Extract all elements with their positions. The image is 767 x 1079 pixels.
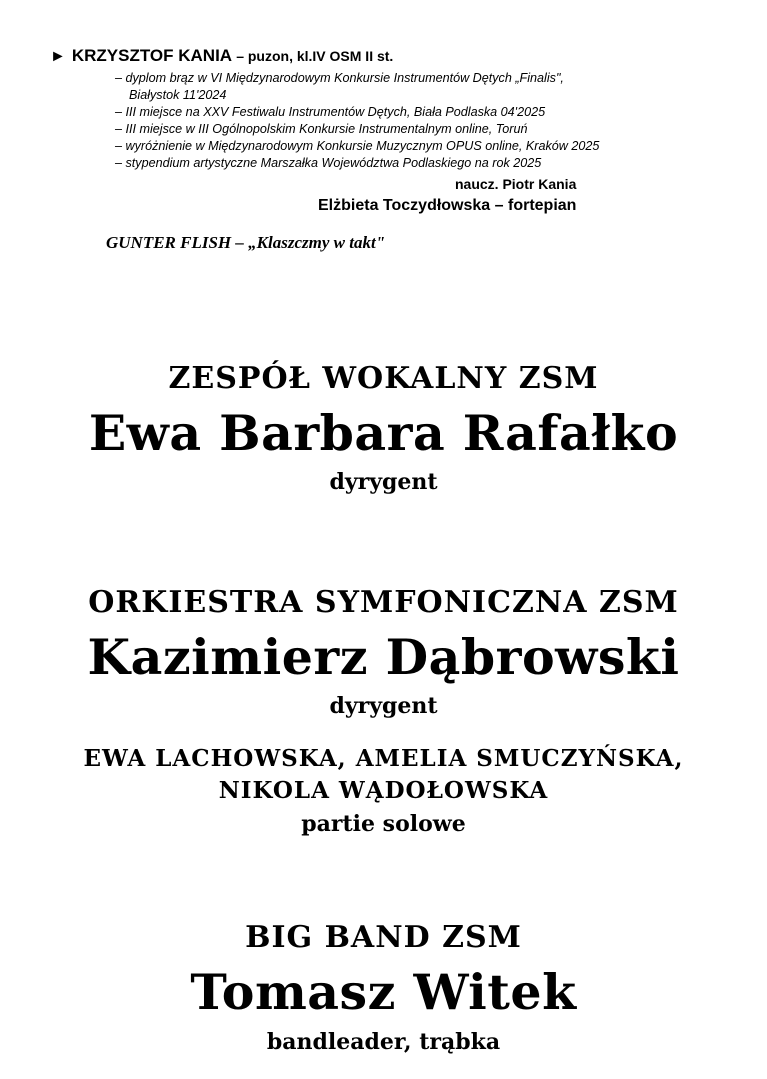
ensemble-name: ORKIESTRA SYMFONICZNA ZSM <box>88 585 679 620</box>
achievement-item: – wyróżnienie w Międzynarodowym Konkursie Muzycznym OPUS online, Kraków 2025 <box>115 139 600 153</box>
piece-title: GUNTER FLISH – „Klaszczmy w takt" <box>106 233 386 252</box>
teacher-name: naucz. Piotr Kania <box>455 176 577 192</box>
soloists-line: EWA LACHOWSKA, AMELIA SMUCZYŃSKA, <box>83 745 684 772</box>
bandleader-role: bandleader, trąbka <box>266 1029 501 1055</box>
performer-name: KRZYSZTOF KANIA <box>71 46 232 65</box>
bandleader-name: Tomasz Witek <box>190 963 577 1021</box>
bullet-arrow-icon: ► <box>50 48 66 65</box>
achievement-item: – dyplom brąz w VI Międzynarodowym Konkursie Instrumentów Dętych „Finalis", <box>115 71 564 85</box>
soloists-line: NIKOLA WĄDOŁOWSKA <box>218 777 549 804</box>
performer-heading <box>50 46 393 66</box>
conductor-name: Kazimierz Dąbrowski <box>87 628 680 686</box>
ensemble-name: ZESPÓŁ WOKALNY ZSM <box>168 361 599 396</box>
achievement-item: – III miejsce na XXV Festiwalu Instrumentów Dętych, Biała Podlaska 04'2025 <box>115 105 546 119</box>
achievement-item: – stypendium artystyczne Marszałka Województwa Podlaskiego na rok 2025 <box>115 156 542 170</box>
achievement-item: Białystok 11'2024 <box>129 88 227 102</box>
accompanist: Elżbieta Toczydłowska – fortepian <box>318 197 577 214</box>
conductor-role: dyrygent <box>329 693 438 719</box>
soloists-role: partie solowe <box>301 811 466 837</box>
performer-instrument-class: – puzon, kl.IV OSM II st. <box>236 48 394 64</box>
conductor-role: dyrygent <box>329 469 438 495</box>
conductor-name: Ewa Barbara Rafałko <box>88 404 679 462</box>
ensemble-name: BIG BAND ZSM <box>245 920 522 955</box>
achievement-item: – III miejsce w III Ogólnopolskim Konkursie Instrumentalnym online, Toruń <box>115 122 528 136</box>
